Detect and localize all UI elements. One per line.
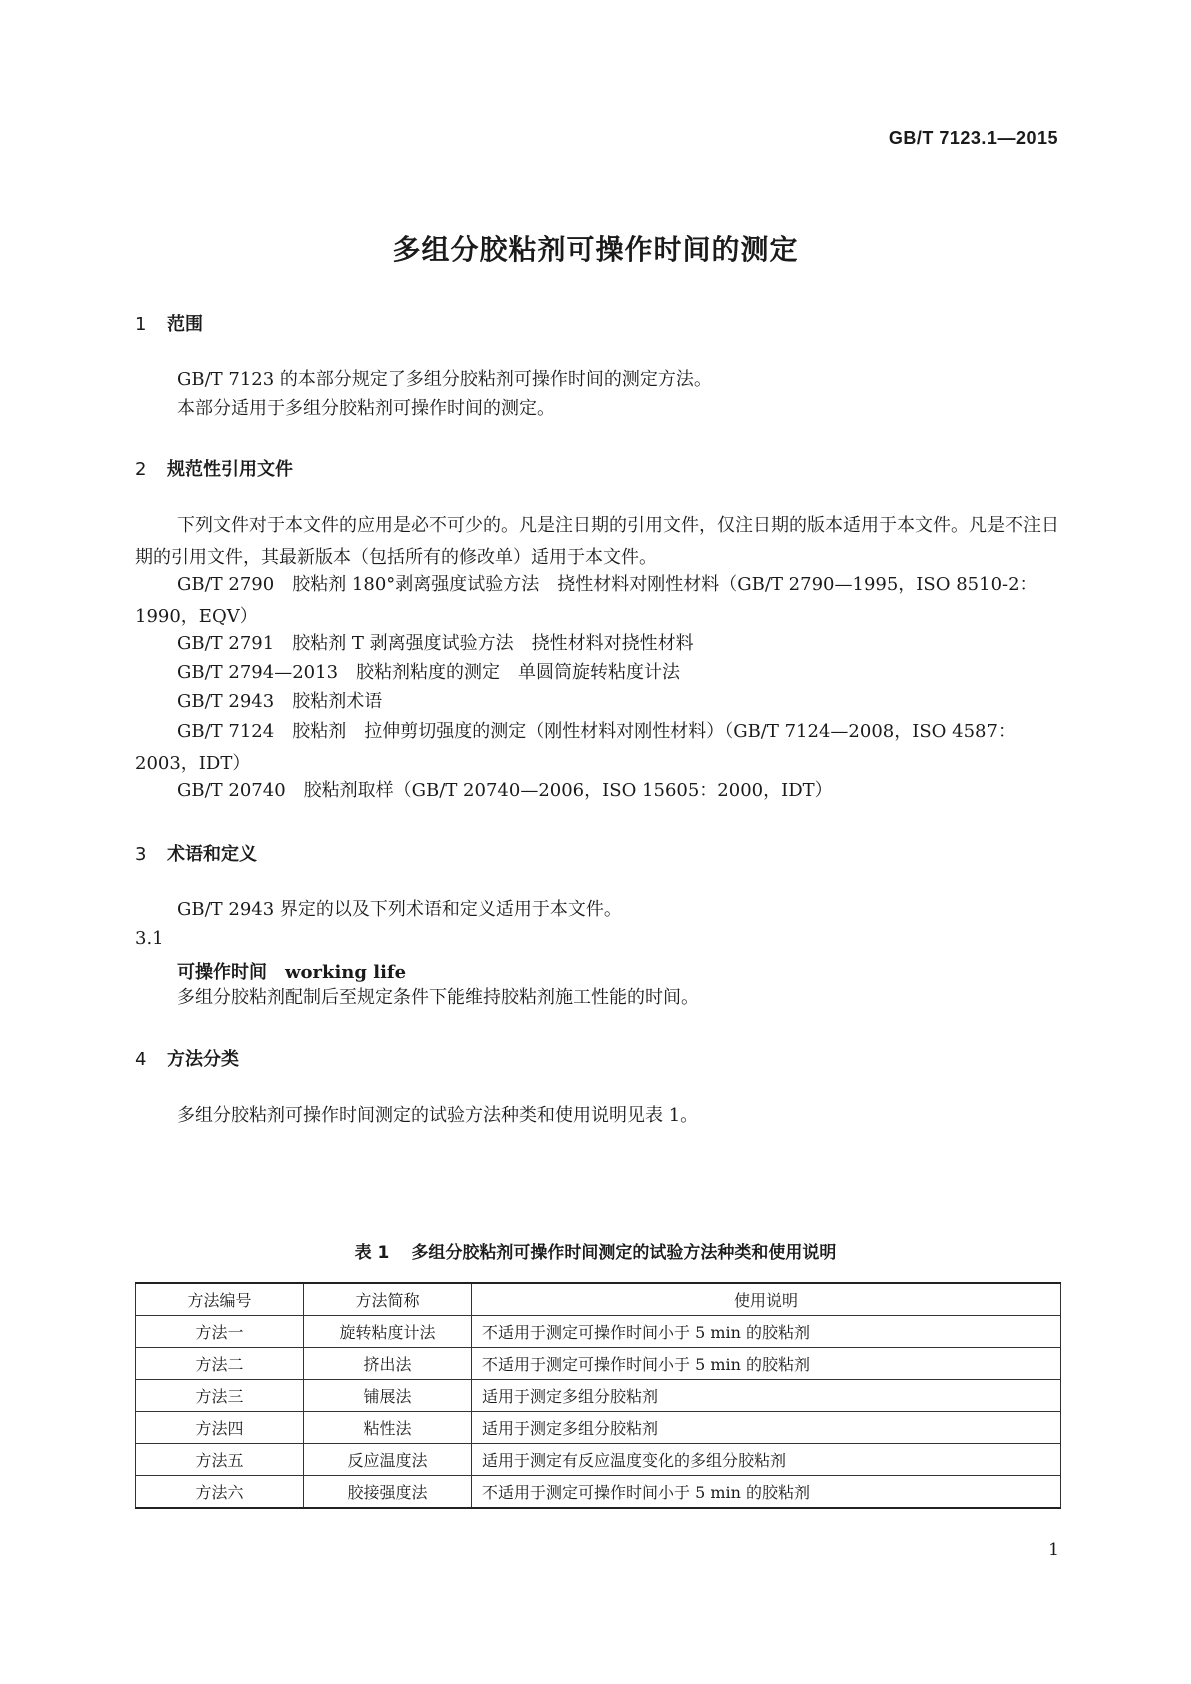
usage-cell: 不适用于测定可操作时间小于 5 min 的胶粘剂: [472, 1316, 1061, 1348]
references-intro: 下列文件对于本文件的应用是必不可少的。凡是注日期的引用文件，仅注日期的版本适用于本文件。凡是不注日期的引用文件，其最新版本（包括所有的修改单）适用于本文件。: [135, 515, 1059, 568]
term-chinese: 可操作时间: [177, 962, 267, 983]
method-id-cell: 方法三: [136, 1380, 304, 1412]
table-row: [136, 1412, 1061, 1444]
method-id-cell: 方法一: [136, 1316, 304, 1348]
section-number: 1: [135, 314, 147, 335]
table-row: [136, 1348, 1061, 1380]
column-header-method-id: 方法编号: [136, 1283, 304, 1316]
method-id-cell: 方法四: [136, 1412, 304, 1444]
reference-item: GB/T 2943 胶粘剂术语: [177, 691, 383, 712]
table-caption-number: 表 1: [354, 1243, 390, 1263]
reference-item: GB/T 2791 胶粘剂 T 剥离强度试验方法 挠性材料对挠性材料: [177, 633, 694, 654]
table-caption-text: 多组分胶粘剂可操作时间测定的试验方法种类和使用说明: [411, 1243, 837, 1263]
page-number: 1: [1048, 1540, 1059, 1560]
table-row: [136, 1476, 1061, 1509]
method-name-cell: 反应温度法: [304, 1444, 472, 1476]
usage-cell: 适用于测定多组分胶粘剂: [472, 1380, 1061, 1412]
method-name-cell: 旋转粘度计法: [304, 1316, 472, 1348]
method-id-cell: 方法五: [136, 1444, 304, 1476]
usage-cell: 不适用于测定可操作时间小于 5 min 的胶粘剂: [472, 1348, 1061, 1380]
section-title: 规范性引用文件: [167, 459, 293, 480]
section-2-heading: [135, 455, 293, 481]
document-title: 多组分胶粘剂可操作时间的测定: [392, 233, 799, 266]
section-title: 方法分类: [167, 1049, 239, 1070]
reference-item: GB/T 2794—2013 胶粘剂粘度的测定 单圆筒旋转粘度计法: [177, 662, 681, 683]
method-name-cell: 胶接强度法: [304, 1476, 472, 1509]
methods-table: [135, 1282, 1061, 1509]
term-entry: [177, 958, 406, 984]
usage-cell: 适用于测定有反应温度变化的多组分胶粘剂: [472, 1444, 1061, 1476]
section-number: 3: [135, 844, 147, 865]
section-1-heading: [135, 310, 203, 336]
terms-intro: GB/T 2943 界定的以及下列术语和定义适用于本文件。: [177, 899, 622, 920]
usage-cell: 适用于测定多组分胶粘剂: [472, 1412, 1061, 1444]
method-id-cell: 方法六: [136, 1476, 304, 1509]
method-name-cell: 粘性法: [304, 1412, 472, 1444]
method-id-cell: 方法二: [136, 1348, 304, 1380]
table-header-row: [136, 1283, 1061, 1316]
table-row: [136, 1444, 1061, 1476]
term-number: 3.1: [135, 928, 164, 949]
term-english: working life: [285, 962, 407, 983]
term-definition: 多组分胶粘剂配制后至规定条件下能维持胶粘剂施工性能的时间。: [177, 987, 699, 1008]
standard-code: GB/T 7123.1—2015: [888, 128, 1058, 148]
table-caption: [0, 1238, 1191, 1263]
method-name-cell: 挤出法: [304, 1348, 472, 1380]
usage-cell: 不适用于测定可操作时间小于 5 min 的胶粘剂: [472, 1476, 1061, 1509]
reference-item: GB/T 2790 胶粘剂 180°剥离强度试验方法 挠性材料对刚性材料（GB/T 2790—1995，ISO 8510-2：1990，EQV）: [135, 574, 1038, 627]
section-title: 术语和定义: [167, 844, 257, 865]
scope-paragraph-1: GB/T 7123 的本部分规定了多组分胶粘剂可操作时间的测定方法。: [177, 369, 712, 390]
section-4-heading: [135, 1045, 239, 1071]
section-number: 4: [135, 1049, 147, 1070]
section-3-heading: [135, 840, 257, 866]
method-name-cell: 铺展法: [304, 1380, 472, 1412]
scope-paragraph-2: 本部分适用于多组分胶粘剂可操作时间的测定。: [177, 398, 555, 419]
methods-intro: 多组分胶粘剂可操作时间测定的试验方法种类和使用说明见表 1。: [177, 1105, 699, 1126]
section-title: 范围: [167, 314, 203, 335]
reference-item: GB/T 7124 胶粘剂 拉伸剪切强度的测定（刚性材料对刚性材料）（GB/T 7124—2008，ISO 4587：2003，IDT）: [135, 721, 1016, 774]
reference-item: GB/T 20740 胶粘剂取样（GB/T 20740—2006，ISO 15605：2000，IDT）: [177, 780, 833, 801]
column-header-usage: 使用说明: [472, 1283, 1061, 1316]
column-header-method-name: 方法简称: [304, 1283, 472, 1316]
section-number: 2: [135, 459, 147, 480]
table-row: [136, 1316, 1061, 1348]
table-row: [136, 1380, 1061, 1412]
